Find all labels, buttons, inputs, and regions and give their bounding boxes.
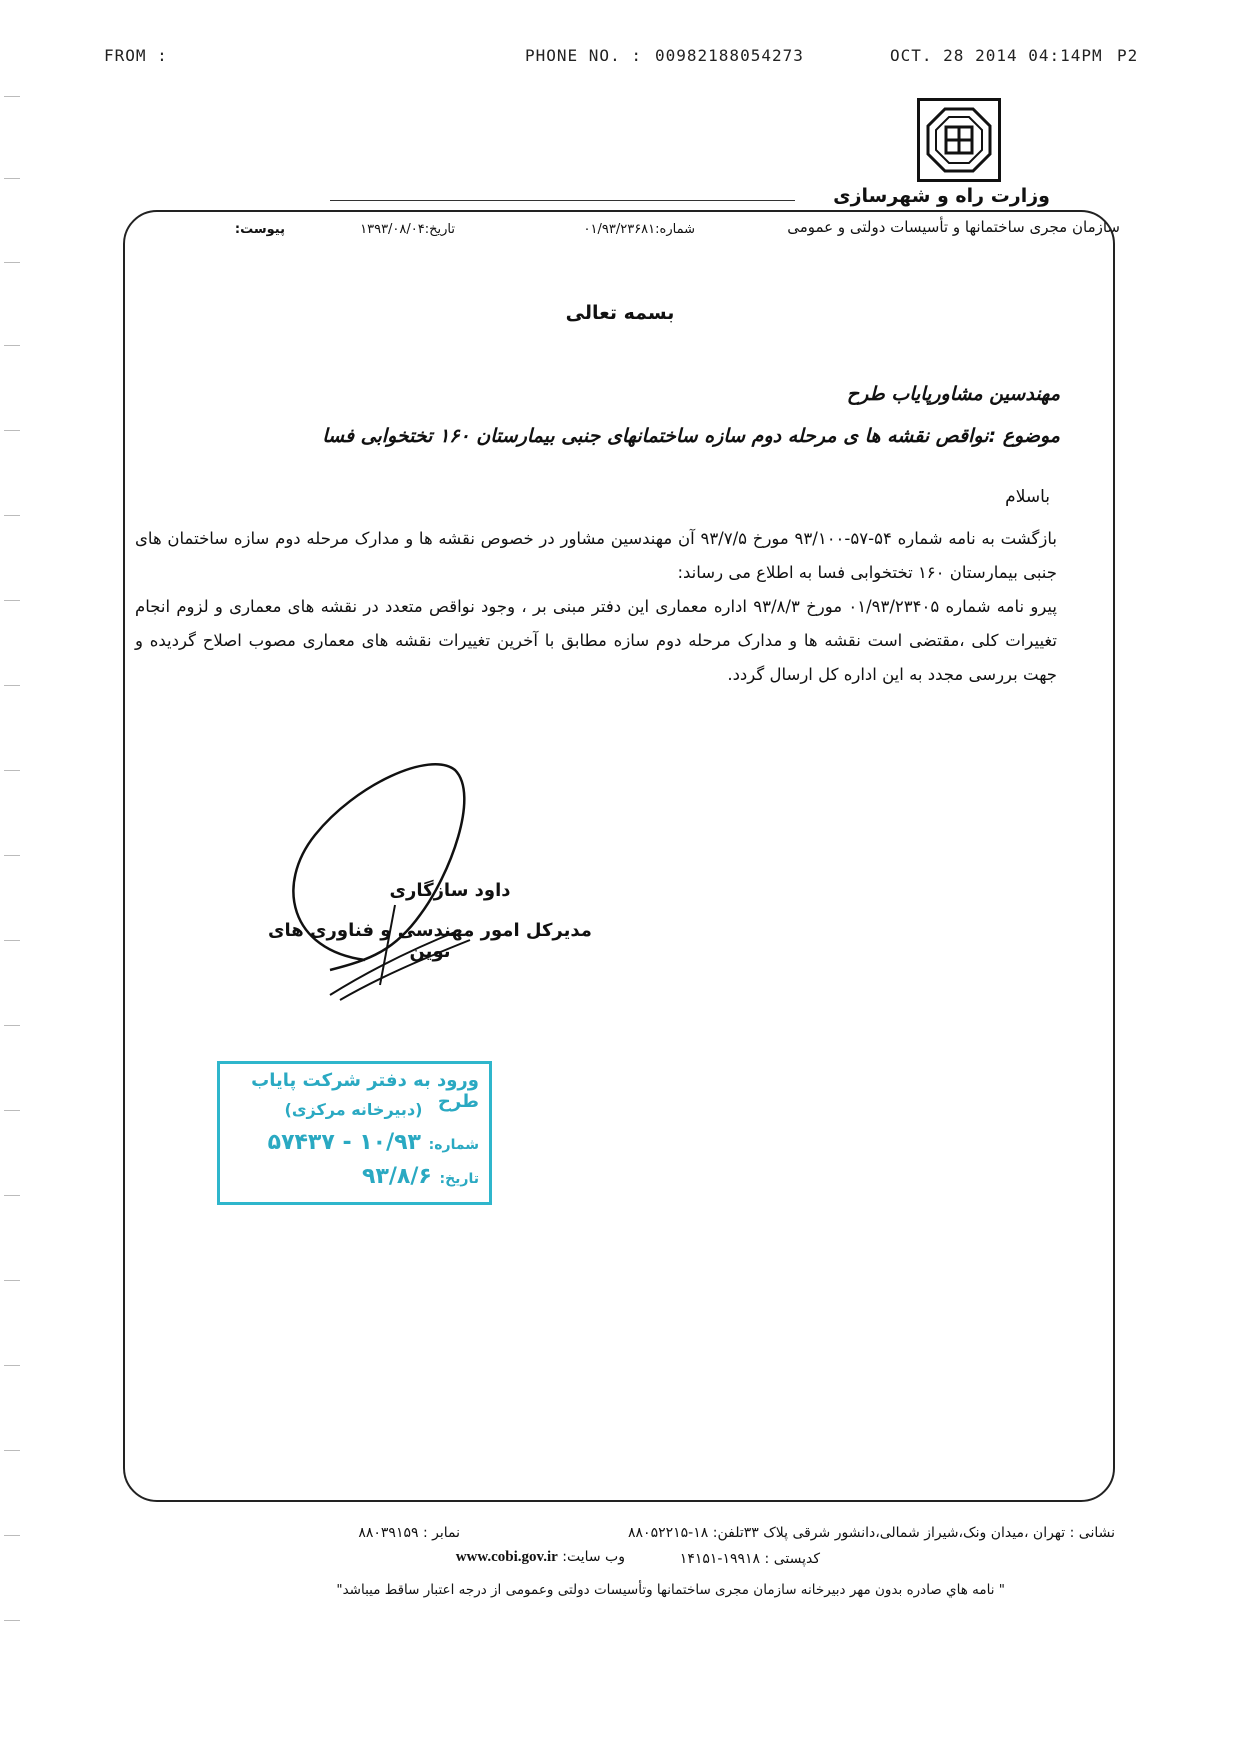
footer-validity-notice: " نامه هاي صادره بدون مهر دبیرخانه سازمان مجری ساختمانها وتأسیسات دولتی وعمومی از درجه اعتبار ساقط میباشد" — [336, 1582, 1005, 1598]
scan-edge-mark — [4, 1025, 20, 1026]
body-paragraph-2: پیرو نامه شماره ۰۱/۹۳/۲۳۴۰۵ مورخ ۹۳/۸/۳ اداره معماری این دفتر مبنی بر ، وجود نواقص متعدد در نقشه های معماری و لزوم انجام تغییرات کلی ،مقتضی است نقشه ها و مدارک مرحله دوم سازه مطابق با آخرین تغییرات نقشه های معماری مصوب اصلاح گردیده و جهت بررسی مجدد به این اداره کل ارسال گردد. — [135, 597, 1058, 684]
body-paragraph-1: بازگشت به نامه شماره ۵۴-۵۷-۹۳/۱۰۰ مورخ ۹۳/۷/۵ آن مهندسین مشاور در خصوص نقشه ها و مدارک مرحله دوم سازه ساختمان های جنبی بیمارستان ۱۶۰ تختخوابی فسا به اطلاع می رساند: — [135, 529, 1057, 582]
scan-edge-mark — [4, 96, 20, 97]
footer-website-label: وب سایت: — [562, 1549, 625, 1565]
scan-edge-mark — [4, 345, 20, 346]
signatory-title: مدیرکل امور مهندسی و فناوری های نوین — [268, 920, 592, 962]
signatory-name: داود سازگاری — [389, 880, 511, 901]
footer-postal-code: کدپستی : ۱۹۹۱۸-۱۴۱۵۱ — [679, 1551, 820, 1567]
ministry-logo — [917, 98, 1001, 182]
scan-edge-mark — [4, 685, 20, 686]
fax-datetime: OCT. 28 2014 04:14PM — [890, 46, 1103, 65]
receipt-stamp — [217, 1061, 492, 1205]
stamp-department: (دبیرخانه مرکزی) — [284, 1100, 423, 1119]
bismillah-heading: بسمه تعالی — [565, 302, 675, 324]
greeting: باسلام — [1005, 487, 1050, 507]
stamp-number-value: ۱۰/۹۳ - ۵۷۴۳۷ — [267, 1130, 421, 1155]
scan-edge-mark — [4, 515, 20, 516]
footer-address: نشانی : تهران ،میدان ونک،شیراز شمالی،دانشور شرقی پلاک ۳۳تلفن: ۱۸-۸۸۰۵۲۲۱۵ — [628, 1525, 1115, 1541]
scan-edge-mark — [4, 1450, 20, 1451]
scan-edge-mark — [4, 1280, 20, 1281]
scan-edge-mark — [4, 770, 20, 771]
scan-edge-mark — [4, 1535, 20, 1536]
scan-edge-mark — [4, 1365, 20, 1366]
header-rule — [330, 200, 795, 201]
letter-date: تاریخ:۱۳۹۳/۰۸/۰۴ — [360, 222, 455, 237]
footer-website[interactable]: www.cobi.gov.ir — [455, 1549, 558, 1565]
footer-fax: نمابر : ۸۸۰۳۹۱۵۹ — [358, 1525, 460, 1541]
letter-body — [135, 522, 1057, 692]
scan-edge-mark — [4, 1110, 20, 1111]
scan-edge-mark — [4, 262, 20, 263]
letter-number: شماره:۰۱/۹۳/۲۳۶۸۱ — [583, 222, 695, 237]
scan-edge-mark — [4, 1195, 20, 1196]
addressee: مهندسین مشاورپایاب طرح — [846, 383, 1060, 405]
stamp-company: ورود به دفتر شرکت پایاب طرح — [251, 1070, 479, 1112]
scan-edge-mark — [4, 855, 20, 856]
stamp-date-label: تاریخ: — [439, 1171, 479, 1187]
fax-page: P2 — [1117, 46, 1139, 65]
scan-edge-mark — [4, 430, 20, 431]
scan-edge-mark — [4, 178, 20, 179]
attachment-label: پیوست: — [234, 222, 285, 237]
scan-edge-mark — [4, 1620, 20, 1621]
organization-name: سازمان مجری ساختمانها و تأسیسات دولتی و عمومی — [787, 218, 1120, 236]
fax-from-label: FROM : — [104, 46, 168, 65]
fax-phone-label: PHONE NO. : — [525, 46, 642, 65]
stamp-date-value: ۹۳/۸/۶ — [362, 1164, 432, 1189]
ministry-name: وزارت راه و شهرسازی — [833, 185, 1050, 207]
subject-line: موضوع :نواقص نقشه ها ی مرحله دوم سازه ساختمانهای جنبی بیمارستان ۱۶۰ تختخوابی فسا — [322, 425, 1060, 447]
stamp-number-label: شماره: — [428, 1137, 479, 1153]
fax-phone-number: 00982188054273 — [655, 46, 804, 65]
scan-edge-mark — [4, 600, 20, 601]
scan-edge-mark — [4, 940, 20, 941]
